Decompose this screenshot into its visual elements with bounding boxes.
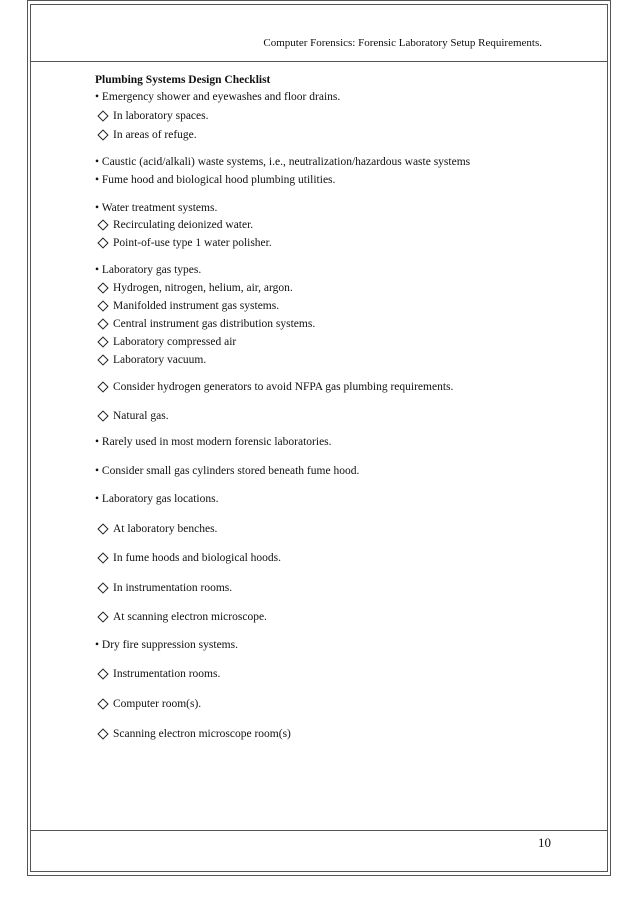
checklist-item-text: At scanning electron microscope.	[113, 611, 267, 623]
checklist-item	[95, 155, 470, 169]
checklist-item	[95, 727, 291, 741]
checklist-item-text: Recirculating deionized water.	[113, 219, 254, 231]
checklist-item-text: • Water treatment systems.	[95, 202, 218, 214]
checklist-item-text: • Dry fire suppression systems.	[95, 639, 238, 651]
checklist-item	[95, 464, 359, 478]
diamond-bullet-icon	[97, 129, 108, 140]
checklist-item	[95, 236, 272, 250]
diamond-bullet-icon	[97, 552, 108, 563]
checklist-item	[95, 281, 293, 295]
diamond-bullet-icon	[97, 282, 108, 293]
checklist-item-text: In areas of refuge.	[113, 129, 197, 141]
checklist-item-text: In laboratory spaces.	[113, 110, 209, 122]
page-number: 10	[538, 835, 551, 850]
checklist-item	[95, 697, 201, 711]
diamond-bullet-icon	[97, 237, 108, 248]
checklist-item	[95, 173, 335, 187]
diamond-bullet-icon	[97, 318, 108, 329]
checklist-item	[95, 317, 315, 331]
checklist-item-text: In instrumentation rooms.	[113, 582, 233, 594]
checklist-item	[95, 492, 218, 506]
checklist-item-text: Computer room(s).	[113, 698, 202, 710]
checklist-item	[95, 581, 232, 595]
checklist-item	[95, 380, 453, 394]
header-rule	[30, 61, 608, 62]
diamond-bullet-icon	[97, 728, 108, 739]
diamond-bullet-icon	[97, 523, 108, 534]
checklist-item-text: • Emergency shower and eyewashes and floor drains.	[95, 91, 341, 103]
diamond-bullet-icon	[97, 698, 108, 709]
header-title: Computer Forensics: Forensic Laboratory Setup Requirements.	[263, 37, 542, 49]
checklist-item	[95, 435, 332, 449]
checklist-item-text: • Rarely used in most modern forensic laboratories.	[95, 436, 332, 448]
checklist-item	[95, 201, 217, 215]
checklist-item	[95, 638, 238, 652]
diamond-bullet-icon	[97, 219, 108, 230]
checklist-item	[95, 551, 281, 565]
checklist-item-text: Instrumentation rooms.	[113, 668, 221, 680]
checklist-item	[95, 667, 220, 681]
checklist-item-text: • Laboratory gas locations.	[95, 493, 219, 505]
checklist-item	[95, 335, 236, 349]
checklist-item-text: Manifolded instrument gas systems.	[113, 300, 280, 312]
checklist-item	[95, 109, 208, 123]
checklist-item	[95, 128, 197, 142]
diamond-bullet-icon	[97, 668, 108, 679]
checklist-item-text: Plumbing Systems Design Checklist	[95, 74, 271, 86]
checklist-item	[95, 218, 253, 232]
checklist-item-text: • Laboratory gas types.	[95, 264, 202, 276]
diamond-bullet-icon	[97, 410, 108, 421]
checklist-item-text: Laboratory vacuum.	[113, 354, 207, 366]
diamond-bullet-icon	[97, 582, 108, 593]
checklist-item	[95, 90, 340, 104]
checklist-item	[95, 610, 267, 624]
checklist-item	[95, 409, 169, 423]
checklist-item-text: • Consider small gas cylinders stored beneath fume hood.	[95, 465, 360, 477]
checklist-item	[95, 299, 279, 313]
section-heading	[95, 73, 270, 87]
checklist-item-text: Laboratory compressed air	[113, 336, 237, 348]
checklist-item-text: • Fume hood and biological hood plumbing utilities.	[95, 174, 336, 186]
checklist-item	[95, 353, 206, 367]
diamond-bullet-icon	[97, 300, 108, 311]
checklist-item-text: Consider hydrogen generators to avoid NFPA gas plumbing requirements.	[113, 381, 454, 393]
footer-rule	[30, 830, 608, 831]
checklist-item-text: Central instrument gas distribution systems.	[113, 318, 316, 330]
checklist-item-text: Hydrogen, nitrogen, helium, air, argon.	[113, 282, 293, 294]
checklist-item-text: Scanning electron microscope room(s)	[113, 728, 291, 740]
diamond-bullet-icon	[97, 611, 108, 622]
checklist-item-text: Natural gas.	[113, 410, 169, 422]
diamond-bullet-icon	[97, 354, 108, 365]
diamond-bullet-icon	[97, 336, 108, 347]
checklist-item-text: Point-of-use type 1 water polisher.	[113, 237, 272, 249]
checklist-item-text: In fume hoods and biological hoods.	[113, 552, 282, 564]
checklist-item	[95, 263, 201, 277]
checklist-item-text: At laboratory benches.	[113, 523, 218, 535]
diamond-bullet-icon	[97, 110, 108, 121]
checklist-item	[95, 522, 217, 536]
diamond-bullet-icon	[97, 381, 108, 392]
checklist-item-text: • Caustic (acid/alkali) waste systems, i.e., neutralization/hazardous waste systems	[95, 156, 471, 168]
